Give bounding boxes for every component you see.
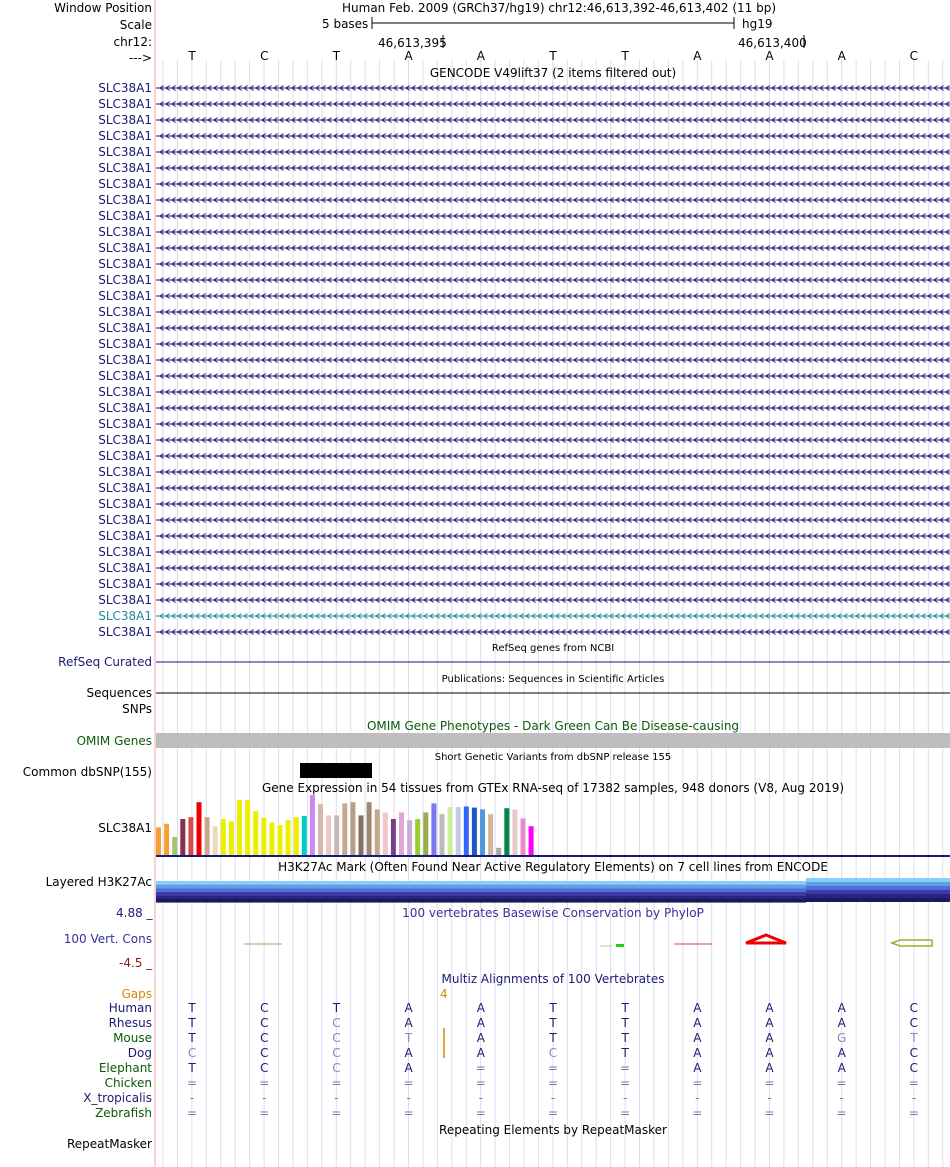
h3k27ac-layer xyxy=(156,895,806,899)
alignment-base: C xyxy=(260,1001,269,1015)
alignment-base: C xyxy=(909,1061,919,1075)
scale-text: 5 bases xyxy=(322,17,369,31)
position-right: 46,613,400 xyxy=(738,36,807,50)
gencode-gene-label[interactable]: SLC38A1 xyxy=(98,529,152,543)
alignment-base: A xyxy=(765,1061,774,1075)
gencode-gene-label[interactable]: SLC38A1 xyxy=(98,465,152,479)
snps-label: SNPs xyxy=(122,702,152,716)
alignment-base: C xyxy=(909,1016,919,1030)
alignment-base: A xyxy=(837,1001,846,1015)
base-letter: A xyxy=(837,49,846,63)
alignment-base: A xyxy=(837,1046,846,1060)
gencode-gene-label[interactable]: SLC38A1 xyxy=(98,97,152,111)
alignment-base: C xyxy=(260,1016,269,1030)
alignment-base: = xyxy=(259,1106,270,1120)
alignment-base: G xyxy=(837,1031,847,1045)
species-label[interactable]: Zebrafish xyxy=(95,1106,152,1120)
position-left: 46,613,395 xyxy=(378,36,447,50)
gtex-tissue-bar xyxy=(431,803,436,855)
gencode-gene-label[interactable]: SLC38A1 xyxy=(98,129,152,143)
gencode-gene-label[interactable]: SLC38A1 xyxy=(98,449,152,463)
gtex-tissue-bar xyxy=(286,820,291,855)
alignment-base: A xyxy=(404,1016,413,1030)
gtex-tissue-bar xyxy=(464,806,469,855)
h3k27ac-layer xyxy=(156,899,806,903)
phylop-mark xyxy=(746,935,786,943)
alignment-base: = xyxy=(764,1076,775,1090)
alignment-base: = xyxy=(620,1106,631,1120)
alignment-base: C xyxy=(332,1061,341,1075)
alignment-base: = xyxy=(908,1076,919,1090)
species-label[interactable]: Mouse xyxy=(113,1031,152,1045)
alignment-base: A xyxy=(404,1061,413,1075)
species-label[interactable]: X_tropicalis xyxy=(83,1091,152,1105)
alignment-base: T xyxy=(332,1001,341,1015)
gencode-gene-label[interactable]: SLC38A1 xyxy=(98,273,152,287)
alignment-base: = xyxy=(475,1061,486,1075)
gtex-tissue-bar xyxy=(407,820,412,855)
species-label[interactable]: Elephant xyxy=(98,1061,152,1075)
gencode-gene-label[interactable]: SLC38A1 xyxy=(98,593,152,607)
base-letter: C xyxy=(260,49,269,63)
h3k27ac-layer xyxy=(156,885,806,889)
alignment-base: - xyxy=(695,1091,700,1105)
dbsnp-variant xyxy=(300,763,372,778)
alignment-base: T xyxy=(549,1001,557,1015)
base-letter: A xyxy=(476,49,485,63)
gencode-gene-label[interactable]: SLC38A1 xyxy=(98,289,152,303)
h3k27ac-layer xyxy=(806,886,950,890)
species-label[interactable]: Rhesus xyxy=(108,1016,152,1030)
phylop-label[interactable]: 100 Vert. Cons xyxy=(63,932,152,946)
gtex-tissue-bar xyxy=(164,824,169,855)
gtex-tissue-bar xyxy=(342,803,347,855)
gtex-tissue-bar xyxy=(237,800,242,855)
gtex-tissue-bar xyxy=(423,812,428,855)
gtex-tissue-bar xyxy=(188,817,193,855)
alignment-base: = xyxy=(547,1061,559,1075)
alignment-base: - xyxy=(189,1091,195,1105)
alignment-base: A xyxy=(765,1001,774,1015)
alignment-base: = xyxy=(692,1076,703,1090)
alignment-base: = xyxy=(547,1106,559,1120)
gtex-label[interactable]: SLC38A1 xyxy=(98,821,152,835)
strand-label: ---> xyxy=(128,51,152,65)
gtex-tissue-bar xyxy=(359,815,364,855)
gtex-tissue-bar xyxy=(302,816,307,855)
refseq-label[interactable]: RefSeq Curated xyxy=(58,655,152,669)
window-position-label: Window Position xyxy=(54,1,152,15)
alignment-base: C xyxy=(909,1001,919,1015)
gencode-gene-label[interactable]: SLC38A1 xyxy=(98,545,152,559)
alignment-base: C xyxy=(909,1046,919,1060)
alignment-base: T xyxy=(910,1031,918,1045)
h3k27ac-track-title[interactable]: H3K27Ac Mark (Often Found Near Active Regulatory Elements) on 7 cell lines from ENCODE xyxy=(278,860,828,874)
gtex-tissue-bar xyxy=(326,815,331,855)
window-position-value[interactable]: Human Feb. 2009 (GRCh37/hg19) chr12:46,613,392-46,613,402 (11 bp) xyxy=(342,1,777,15)
chrom-label: chr12: xyxy=(113,35,152,49)
alignment-base: T xyxy=(621,1001,629,1015)
base-letter: T xyxy=(332,49,341,63)
alignment-base: = xyxy=(692,1106,703,1120)
gaps-value: 4 xyxy=(440,987,448,1001)
gencode-gene-label[interactable]: SLC38A1 xyxy=(98,225,152,239)
alignment-base: = xyxy=(836,1106,847,1120)
gtex-tissue-bar xyxy=(391,819,396,855)
alignment-base: A xyxy=(404,1046,413,1060)
phylop-track-title[interactable]: 100 vertebrates Basewise Conservation by PhyloP xyxy=(402,906,704,920)
gencode-gene-label[interactable]: SLC38A1 xyxy=(98,497,152,511)
repeatmasker-label[interactable]: RepeatMasker xyxy=(66,1137,152,1151)
gencode-gene-label[interactable]: SLC38A1 xyxy=(98,337,152,351)
alignment-base: A xyxy=(476,1001,485,1015)
gtex-tissue-bar xyxy=(350,802,355,855)
phylop-mark xyxy=(892,940,932,946)
alignment-base: A xyxy=(693,1046,702,1060)
alignment-base: C xyxy=(332,1046,341,1060)
gencode-gene-label[interactable]: SLC38A1 xyxy=(98,193,152,207)
alignment-base: A xyxy=(837,1061,846,1075)
gaps-label: Gaps xyxy=(121,987,152,1001)
sequences-label[interactable]: Sequences xyxy=(86,686,152,700)
alignment-base: = xyxy=(403,1076,414,1090)
gencode-gene-label[interactable]: SLC38A1 xyxy=(98,353,152,367)
gencode-gene-label[interactable]: SLC38A1 xyxy=(98,625,152,639)
scale-label: Scale xyxy=(119,18,152,32)
gtex-tissue-bar xyxy=(261,818,266,855)
gtex-tissue-bar xyxy=(334,815,339,855)
alignment-base: C xyxy=(260,1031,269,1045)
gtex-tissue-bar xyxy=(245,800,250,855)
gtex-tissue-bar xyxy=(294,817,299,855)
gtex-tissue-bar xyxy=(488,814,493,855)
alignment-base: T xyxy=(621,1046,629,1060)
h3k27ac-label[interactable]: Layered H3K27Ac xyxy=(45,875,152,889)
gtex-tissue-bar xyxy=(221,819,226,855)
alignment-base: A xyxy=(693,1016,702,1030)
gtex-tissue-bar xyxy=(278,825,283,855)
base-letter: A xyxy=(693,49,702,63)
h3k27ac-layer xyxy=(806,894,950,898)
alignment-base: = xyxy=(620,1076,631,1090)
gencode-gene-label[interactable]: SLC38A1 xyxy=(98,113,152,127)
h3k27ac-layer xyxy=(806,878,950,882)
alignment-base: T xyxy=(621,1031,629,1045)
gencode-gene-label[interactable]: SLC38A1 xyxy=(98,417,152,431)
gtex-tissue-bar xyxy=(512,809,517,855)
gtex-tissue-bar xyxy=(440,814,445,855)
gtex-tissue-bar xyxy=(318,804,323,855)
gencode-gene-label[interactable]: SLC38A1 xyxy=(98,321,152,335)
gtex-tissue-bar xyxy=(172,837,177,855)
gencode-gene-label[interactable]: SLC38A1 xyxy=(98,305,152,319)
alignment-base: = xyxy=(908,1106,919,1120)
phylop-ymax: 4.88 _ xyxy=(116,906,153,920)
gencode-gene-label[interactable]: SLC38A1 xyxy=(98,401,152,415)
gtex-tissue-bar xyxy=(399,812,404,855)
gtex-tissue-bar xyxy=(367,802,372,855)
gtex-tissue-bar xyxy=(415,819,420,855)
alignment-base: - xyxy=(406,1091,411,1105)
alignment-base: C xyxy=(332,1031,341,1045)
base-letter: C xyxy=(909,49,919,63)
gtex-tissue-bar xyxy=(269,823,274,855)
alignment-base: A xyxy=(693,1001,702,1015)
h3k27ac-layer xyxy=(806,890,950,894)
gencode-gene-label[interactable]: SLC38A1 xyxy=(98,161,152,175)
base-letter: T xyxy=(188,49,196,63)
gtex-tissue-bar xyxy=(383,812,388,855)
gencode-gene-label[interactable]: SLC38A1 xyxy=(98,241,152,255)
gtex-tissue-bar xyxy=(205,817,210,855)
alignment-base: T xyxy=(188,1016,196,1030)
base-letter: A xyxy=(765,49,774,63)
gtex-tissue-bar xyxy=(448,807,453,855)
gtex-track-title[interactable]: Gene Expression in 54 tissues from GTEx RNA-seq of 17382 samples, 948 donors (V8, Aug 2019) xyxy=(261,781,845,795)
alignment-base: A xyxy=(837,1016,846,1030)
alignment-base: A xyxy=(765,1016,774,1030)
alignment-base: C xyxy=(548,1046,558,1060)
alignment-base: A xyxy=(476,1031,485,1045)
gtex-tissue-bar xyxy=(529,826,534,855)
gencode-gene-label[interactable]: SLC38A1 xyxy=(98,561,152,575)
gencode-gene-label[interactable]: SLC38A1 xyxy=(98,433,152,447)
h3k27ac-layer xyxy=(156,881,806,885)
gencode-gene-label[interactable]: SLC38A1 xyxy=(98,481,152,495)
gencode-gene-label[interactable]: SLC38A1 xyxy=(98,369,152,383)
gencode-gene-label[interactable]: SLC38A1 xyxy=(98,513,152,527)
gencode-gene-label[interactable]: SLC38A1 xyxy=(98,577,152,591)
alignment-base: A xyxy=(765,1031,774,1045)
alignment-base: = xyxy=(331,1076,342,1090)
species-label[interactable]: Dog xyxy=(127,1046,152,1060)
gtex-tissue-bar xyxy=(375,809,380,855)
alignment-base: - xyxy=(839,1091,844,1105)
alignment-base: C xyxy=(332,1016,341,1030)
alignment-base: C xyxy=(260,1061,269,1075)
alignment-base: = xyxy=(259,1076,270,1090)
alignment-base: T xyxy=(404,1031,413,1045)
scale-db: hg19 xyxy=(742,17,773,31)
gtex-tissue-bar xyxy=(521,818,526,855)
alignment-base: A xyxy=(476,1046,485,1060)
gencode-gene-label[interactable]: SLC38A1 xyxy=(98,609,152,623)
alignment-base: A xyxy=(404,1001,413,1015)
species-label[interactable]: Chicken xyxy=(104,1076,152,1090)
alignment-base: = xyxy=(187,1106,198,1120)
refseq-track-title[interactable]: RefSeq genes from NCBI xyxy=(491,643,615,654)
alignment-base: T xyxy=(549,1031,557,1045)
gtex-tissue-bar xyxy=(156,827,161,855)
gtex-tissue-bar xyxy=(496,848,501,855)
alignment-base: = xyxy=(547,1076,559,1090)
gtex-tissue-bar xyxy=(480,809,485,855)
h3k27ac-layer xyxy=(156,888,806,892)
omim-bar xyxy=(156,733,950,748)
gencode-gene-label[interactable]: SLC38A1 xyxy=(98,257,152,271)
alignment-base: - xyxy=(622,1091,628,1105)
gtex-tissue-bar xyxy=(213,826,218,855)
dbsnp-track-title[interactable]: Short Genetic Variants from dbSNP release 155 xyxy=(434,752,672,763)
gencode-gene-label[interactable]: SLC38A1 xyxy=(98,385,152,399)
multiz-track-title[interactable]: Multiz Alignments of 100 Vertebrates xyxy=(441,972,665,986)
alignment-base: - xyxy=(767,1091,772,1105)
gtex-tissue-bar xyxy=(456,807,461,855)
gencode-gene-label[interactable]: SLC38A1 xyxy=(98,177,152,191)
phylop-mark xyxy=(616,944,624,947)
alignment-base: = xyxy=(836,1076,847,1090)
h3k27ac-layer xyxy=(806,882,950,886)
alignment-base: - xyxy=(478,1091,483,1105)
base-letter: A xyxy=(404,49,413,63)
alignment-base: T xyxy=(549,1016,557,1030)
alignment-base: A xyxy=(693,1031,702,1045)
alignment-base: = xyxy=(403,1106,414,1120)
gencode-gene-label[interactable]: SLC38A1 xyxy=(98,81,152,95)
alignment-base: C xyxy=(260,1046,269,1060)
gtex-tissue-bar xyxy=(253,811,258,855)
h3k27ac-layer xyxy=(156,892,806,896)
gtex-tissue-bar xyxy=(310,795,315,855)
gtex-tissue-bar xyxy=(197,802,202,855)
alignment-base: A xyxy=(693,1061,702,1075)
gtex-tissue-bar xyxy=(472,808,477,855)
species-label[interactable]: Human xyxy=(108,1001,152,1015)
alignment-base: T xyxy=(188,1001,196,1015)
base-letter: T xyxy=(621,49,629,63)
alignment-base: A xyxy=(765,1046,774,1060)
alignment-base: = xyxy=(475,1076,486,1090)
gtex-tissue-bar xyxy=(229,821,234,855)
alignment-base: C xyxy=(187,1046,197,1060)
alignment-base: - xyxy=(262,1091,267,1105)
alignment-base: = xyxy=(331,1106,342,1120)
base-letter: T xyxy=(549,49,557,63)
repeatmasker-track-title[interactable]: Repeating Elements by RepeatMasker xyxy=(439,1123,667,1137)
omim-label[interactable]: OMIM Genes xyxy=(76,734,152,748)
gencode-gene-label[interactable]: SLC38A1 xyxy=(98,145,152,159)
alignment-base: = xyxy=(764,1106,775,1120)
gtex-tissue-bar xyxy=(504,808,509,855)
omim-track-title[interactable]: OMIM Gene Phenotypes - Dark Green Can Be Disease-causing xyxy=(366,719,740,733)
h3k27ac-layer xyxy=(806,898,950,902)
alignment-base: = xyxy=(620,1061,631,1075)
alignment-base: T xyxy=(188,1031,196,1045)
alignment-base: A xyxy=(476,1016,485,1030)
alignment-base: T xyxy=(188,1061,196,1075)
gencode-gene-label[interactable]: SLC38A1 xyxy=(98,209,152,223)
alignment-base: T xyxy=(621,1016,629,1030)
dbsnp-label[interactable]: Common dbSNP(155) xyxy=(22,765,152,779)
phylop-ymin: -4.5 _ xyxy=(119,956,153,970)
alignment-base: = xyxy=(187,1076,198,1090)
alignment-base: - xyxy=(334,1091,339,1105)
alignment-base: = xyxy=(475,1106,486,1120)
gtex-tissue-bar xyxy=(180,819,185,855)
alignment-base: - xyxy=(550,1091,556,1105)
gencode-track-title[interactable]: GENCODE V49lift37 (2 items filtered out) xyxy=(429,66,677,80)
alignment-base: - xyxy=(911,1091,917,1105)
publications-track-title[interactable]: Publications: Sequences in Scientific Articles xyxy=(441,674,665,685)
